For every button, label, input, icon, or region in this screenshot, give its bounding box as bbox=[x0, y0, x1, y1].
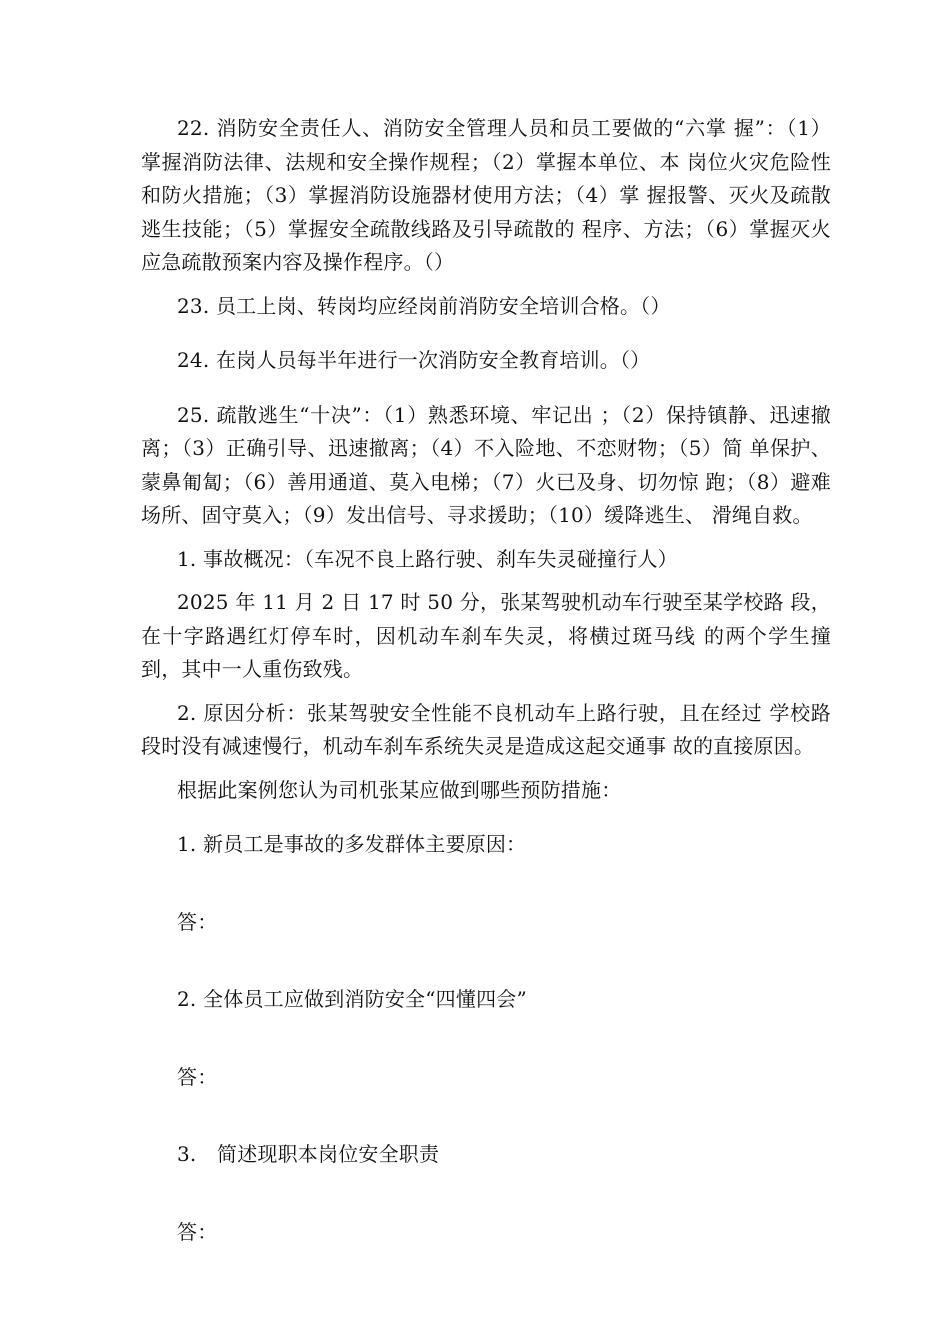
case-prevention-question: 根据此案例您认为司机张某应做到哪些预防措施： bbox=[177, 777, 622, 802]
question-1: 1. 新员工是事故的多发群体主要原因： bbox=[177, 832, 527, 856]
question-3-number: 3. bbox=[177, 1142, 197, 1166]
question-3-text: 简述现职本岗位安全职责 bbox=[217, 1142, 440, 1166]
item-22-six-masteries: 22. 消防安全责任人、消防安全管理人员和员工要做的“六掌 握”：（1）掌握消防法律、法规和安全操作规程；（2）掌握本单位、本 岗位火灾危险性和防火措施；（3）掌握消防设施器材使用方法；（4）掌 握报警、灭火及疏散逃生技能；（5）掌握安全疏散线路及引导疏散的 程序、方法；（6）掌握灭火应急疏散预案内容及操作程序。（） bbox=[141, 116, 831, 274]
document-page bbox=[141, 112, 831, 1259]
answer-3-label: 答： bbox=[177, 1219, 218, 1244]
answer-2-label: 答： bbox=[177, 1064, 218, 1089]
case-overview-detail: 2025 年 11 月 2 日 17 时 50 分，张某驾驶机动车行驶至某学校路 段，在十字路遇红灯停车时，因机动车刹车失灵，将横过斑马线 的两个学生撞到，其中一人重伤致残。 bbox=[141, 590, 831, 681]
case-overview-heading: 1. 事故概况：（车况不良上路行驶、刹车失灵碰撞行人） bbox=[177, 546, 678, 571]
item-24-semiannual-training: 24. 在岗人员每半年进行一次消防安全教育培训。（） bbox=[177, 348, 651, 372]
item-23-job-training: 23. 员工上岗、转岗均应经岗前消防安全培训合格。（） bbox=[177, 293, 671, 318]
case-cause-analysis: 2. 原因分析：张某驾驶安全性能不良机动车上路行驶，且在经过 学校路段时没有减速慢行，机动车刹车系统失灵是造成这起交通事 故的直接原因。 bbox=[141, 700, 831, 758]
question-2: 2. 全体员工应做到消防安全“四懂四会” bbox=[177, 987, 527, 1011]
question-3 bbox=[141, 1138, 831, 1172]
answer-1-label: 答： bbox=[177, 909, 218, 934]
item-25-evacuation-tips: 25. 疏散逃生“十决”：（1）熟悉环境、牢记出 ；（2）保持镇静、迅速撤离；（3）正确引导、迅速撤离；（4）不入险地、不恋财物；（5）简 单保护、蒙鼻匍匐；（6）善用通道、莫入电梯；（7）火已及身、切勿惊 跑；（8）避难场所、固守莫入；（9）发出信号、寻求援助；（10）缓降逃生、 滑绳自救。 bbox=[141, 402, 831, 527]
